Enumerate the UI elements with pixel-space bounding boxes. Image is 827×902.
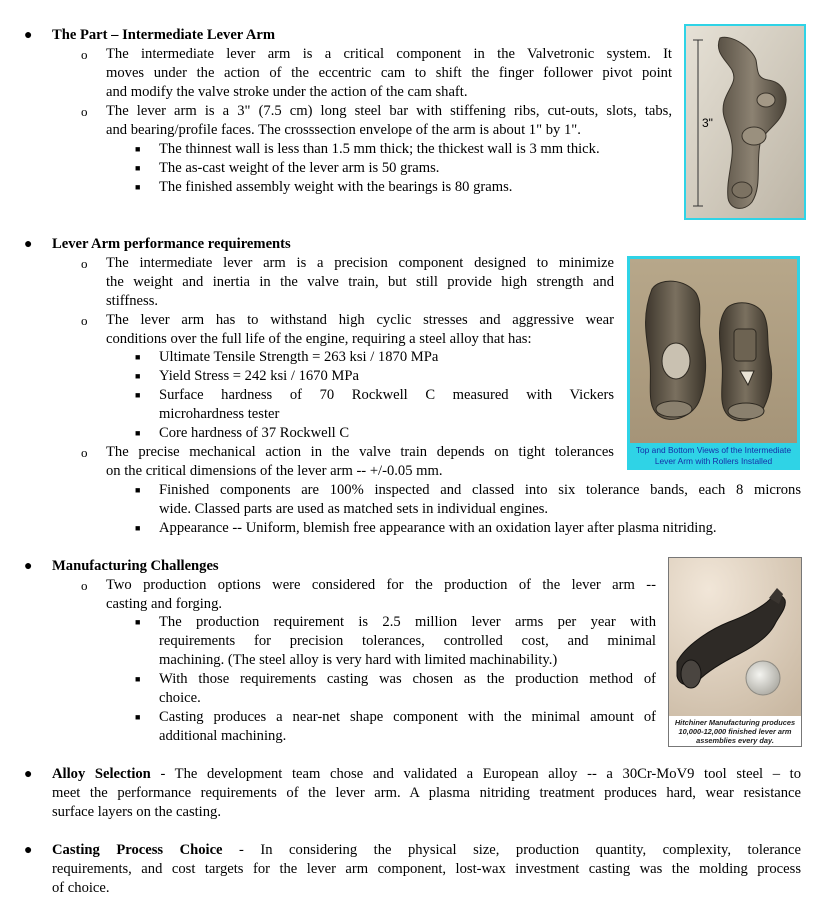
dimension-label: 3" [702,116,713,130]
bullet: ● [24,559,33,574]
bullet-circle: o [81,104,88,119]
bullet-square: ■ [135,674,141,684]
alloy-line2: meet the performance requirements of the lever arm. A plasma nitriding treatment produces hard, wear resistance [52,785,801,801]
bullet-square: ■ [135,485,141,495]
bullet-square: ■ [135,428,141,438]
lever-arm-pair-illustration [630,259,797,443]
bullet: ● [24,767,33,782]
mfg-sub1-line2: requirements for precision tolerances, controlled cost, and minimal [159,633,656,649]
casting-line1 [52,841,801,860]
section-heading-manufacturing: Manufacturing Challenges [52,558,219,574]
prop-uts: Ultimate Tensile Strength = 263 ksi / 1870 MPa [159,349,439,365]
bullet-square: ■ [135,144,141,154]
part-item2-line1: The lever arm is a 3" (7.5 cm) long steel bar with stiffening ribs, cut-outs, slots, tabs, [106,103,672,119]
bullet-square: ■ [135,371,141,381]
casting-text-1: - In considering the physical size, production quantity, complexity, tolerance [222,842,801,858]
photo-caption: Top and Bottom Views of the Intermediate Lever Arm with Rollers Installed [635,445,792,466]
section-heading-performance: Lever Arm performance requirements [52,236,291,252]
photo-caption: Hitchiner Manufacturing produces 10,000-12,000 finished lever arm assemblies every day. [674,718,796,745]
bullet-square: ■ [135,163,141,173]
part-item2-line2: and bearing/profile faces. The crosssection envelope of the arm is about 1" by 1". [106,122,581,138]
perf-item2-line2: conditions over the full life of the engine, requiring a steel alloy that has: [106,331,532,347]
mfg-sub2-line1: With those requirements casting was chosen as the production method of [159,671,656,687]
part-item1-line2: moves under the action of the eccentric cam to shift the finger follower pivot point [106,65,672,81]
bullet-square: ■ [135,182,141,192]
lever-arm-photo [684,24,806,220]
alloy-text-1: - The development team chose and validated a European alloy -- a 30Cr-MoV9 tool steel – to [150,766,802,782]
perf-item3-line2: on the critical dimensions of the lever arm -- +/-0.05 mm. [106,463,443,479]
alloy-line1 [52,765,801,784]
top-bottom-views-photo [627,256,800,470]
mfg-sub3-line2: additional machining. [159,728,287,744]
bullet: ● [24,237,33,252]
part-sub-2: The as-cast weight of the lever arm is 50 grams. [159,160,440,176]
mfg-sub3-line1: Casting produces a near-net shape component with the minimal amount of [159,709,656,725]
bullet-square: ■ [135,352,141,362]
casting-line2: requirements, and cost targets for the lever arm component, lost-wax investment casting was the molding process [52,861,801,877]
bullet-square: ■ [135,712,141,722]
perf-item1-line3: stiffness. [106,293,159,309]
bullet-circle: o [81,313,88,328]
alloy-line3: surface layers on the casting. [52,804,221,820]
casting-line3: of choice. [52,880,110,896]
bullet-circle: o [81,47,88,62]
bullet: ● [24,28,33,43]
perf-item3-line1: The precise mechanical action in the valve train depends on tight tolerances [106,444,614,460]
perf-item2-line1: The lever arm has to withstand high cyclic stresses and aggressive wear [106,312,614,328]
prop-yield: Yield Stress = 242 ksi / 1670 MPa [159,368,359,384]
mfg-sub1-line3: machining. (The steel alloy is very hard with limited machinability.) [159,652,558,668]
mfg-sub2-line2: choice. [159,690,201,706]
bullet: ● [24,843,33,858]
perf-item1-line2: the weight and inertia in the valve train, but still provide high strength and [106,274,614,290]
bullet-circle: o [81,578,88,593]
bullet-square: ■ [135,617,141,627]
part-item1-line1: The intermediate lever arm is a critical component in the Valvetronic system. It [106,46,672,62]
bullet-circle: o [81,256,88,271]
bullet-square: ■ [135,523,141,533]
bullet-circle: o [81,445,88,460]
part-sub-1: The thinnest wall is less than 1.5 mm thick; the thickest wall is 3 mm thick. [159,141,600,157]
section-heading-part: The Part – Intermediate Lever Arm [52,27,276,43]
cast-lever-arm-illustration [669,558,801,716]
tol-2: Appearance -- Uniform, blemish free appearance with an oxidation layer after plasma nitriding. [159,520,717,536]
cast-lever-arm-photo [668,557,802,747]
tol-1-line2: wide. Classed parts are used as matched sets in individual engines. [159,501,549,517]
part-sub-3: The finished assembly weight with the bearings is 80 grams. [159,179,513,195]
casting-heading: Casting Process Choice [52,842,223,858]
mfg-item1-line1: Two production options were considered for the production of the lever arm -- [106,577,656,593]
tol-1-line1: Finished components are 100% inspected and classed into six tolerance bands, each 8 microns [159,482,801,498]
part-item1-line3: and modify the valve stroke under the action of the cam shaft. [106,84,468,100]
perf-item1-line1: The intermediate lever arm is a precision component designed to minimize [106,255,614,271]
mfg-sub1-line1: The production requirement is 2.5 million lever arms per year with [159,614,656,630]
prop-core-hardness: Core hardness of 37 Rockwell C [159,425,350,441]
alloy-heading: Alloy Selection [52,766,151,782]
mfg-item1-line2: casting and forging. [106,596,223,612]
bullet-square: ■ [135,390,141,400]
prop-surface-hardness-cont: microhardness tester [159,406,280,422]
prop-surface-hardness: Surface hardness of 70 Rockwell C measured with Vickers [159,387,614,403]
